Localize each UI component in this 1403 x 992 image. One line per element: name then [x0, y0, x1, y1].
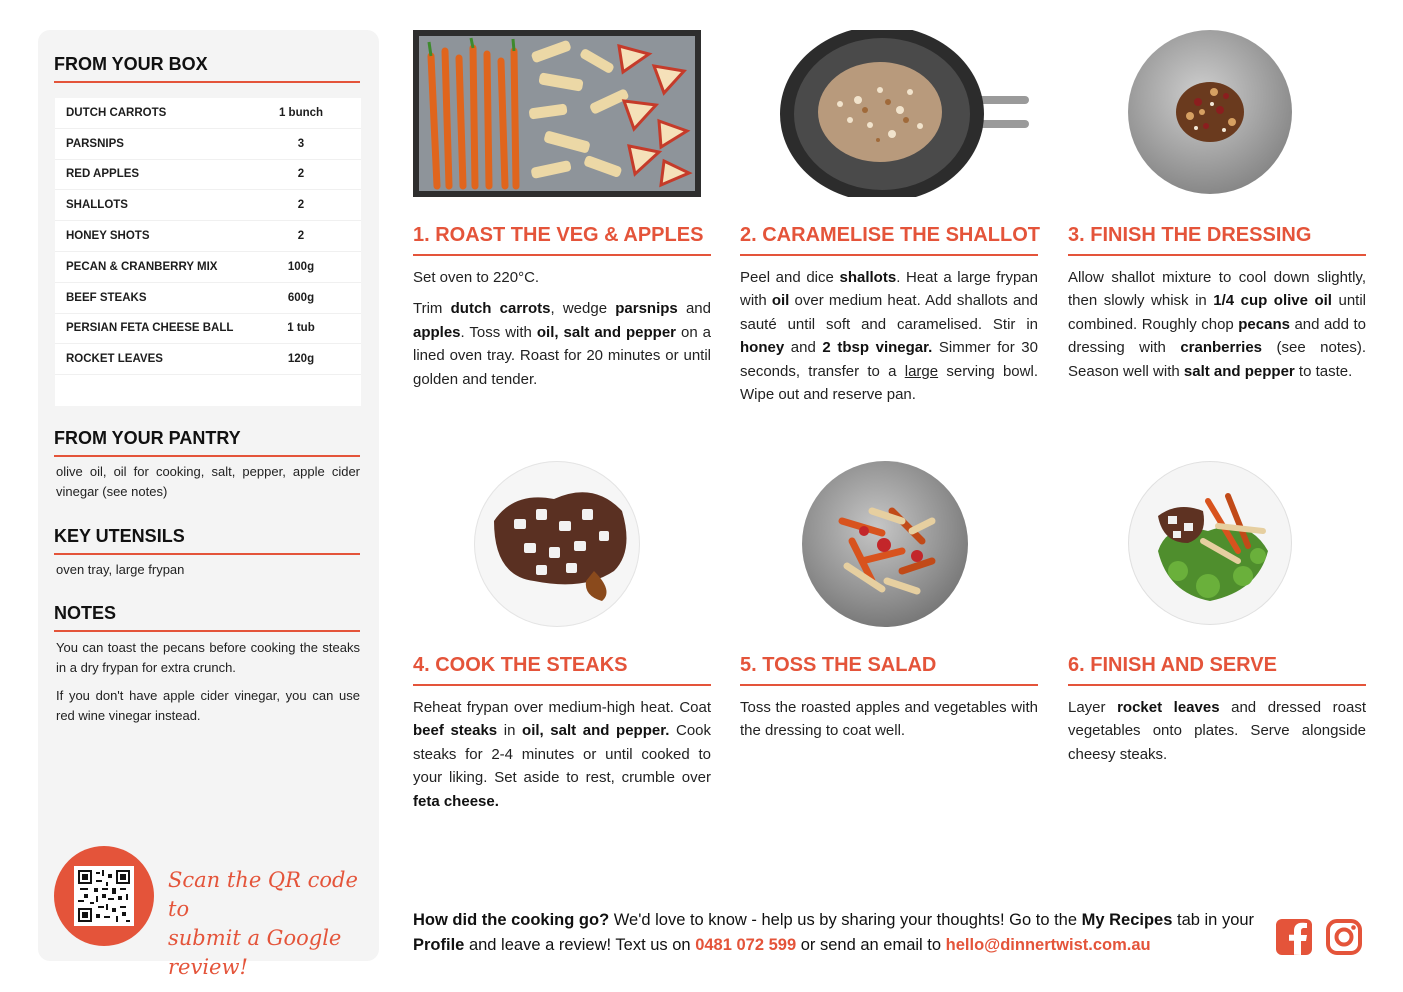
ingredient-row [55, 252, 361, 283]
footer-question: How did the cooking go? [413, 911, 610, 929]
note-1: You can toast the pecans before cooking the steaks in a dry frypan for extra crunch. [56, 640, 360, 675]
oven-tray [419, 36, 695, 191]
step-3-photo [1128, 30, 1292, 194]
step-6-heading: 6. FINISH AND SERVE [1068, 654, 1366, 686]
step-4-photo [474, 461, 640, 627]
step-4-heading: 4. COOK THE STEAKS [413, 654, 711, 686]
finished-plate-image [1128, 461, 1292, 625]
ingredient-row [55, 283, 361, 314]
step-2-instructions: Peel and dice shallots. Heat a large frypan with oil over medium heat. Add shallots and sauté until soft and caramelised. Stir in honey and 2 tbsp vinegar. Simmer for 30 seconds, transfer to a large serving bowl. Wipe out and reserve pan. [740, 269, 1038, 404]
step-5-instructions: Toss the roasted apples and vegetables with the dressing to coat well. [740, 699, 1038, 740]
from-your-box-heading: FROM YOUR BOX [54, 54, 360, 83]
ingredients-sidebar [38, 30, 379, 979]
step-2-heading: 2. CARAMELISE THE SHALLOT [740, 224, 1038, 256]
step-1-instructions: Trim dutch carrots, wedge parsnips and apples. Toss with oil, salt and pepper on a lined oven tray. Roast for 20 minutes or until golden and tender. [413, 300, 711, 388]
steaks-plate-image [474, 461, 640, 627]
ingredient-quantity: 3 [297, 137, 305, 150]
qr-prompt-line-2: submit a Google review! [168, 926, 342, 979]
ingredient-name: RED APPLES [66, 168, 140, 181]
key-utensils-heading: KEY UTENSILS [54, 526, 360, 555]
step-6-instructions: Layer rocket leaves and dressed roast vegetables onto plates. Serve alongside cheesy steaks. [1068, 699, 1366, 763]
ingredient-name: PARSNIPS [66, 137, 124, 150]
step-3-body [1068, 266, 1366, 391]
ingredients-table [55, 98, 361, 406]
email-link[interactable]: hello@dinnertwist.com.au [945, 936, 1151, 954]
step-2-photo [760, 30, 1032, 197]
ingredient-row [55, 160, 361, 191]
ingredient-name: ROCKET LEAVES [66, 353, 163, 366]
pantry-text: olive oil, oil for cooking, salt, pepper, apple cider vinegar (see notes) [56, 464, 360, 499]
step-5-body [740, 696, 1038, 751]
ingredient-quantity: 2 [297, 230, 305, 243]
notes-heading: NOTES [54, 603, 360, 632]
ingredient-name: SHALLOTS [66, 199, 128, 212]
review-footer: How did the cooking go? We'd love to know - help us by sharing your thoughts! Go to the My Recipes tab in your Profile and leave a review! Text us on 0481 072 599 or send an email to hello@dinnertwist.com.au [413, 911, 1255, 954]
step-1-intro: Set oven to 220°C. [413, 269, 540, 286]
ingredient-quantity: 600g [287, 291, 315, 304]
ingredient-row [55, 344, 361, 375]
step-3-heading: 3. FINISH THE DRESSING [1068, 224, 1366, 256]
qr-prompt-line-1: Scan the QR code to [168, 868, 358, 921]
instagram-icon[interactable] [1325, 918, 1363, 956]
qr-code-icon [78, 870, 130, 922]
roast-veg-image [419, 36, 695, 191]
ingredient-quantity: 2 [297, 199, 305, 212]
qr-code[interactable] [74, 866, 134, 926]
step-6-body [1068, 696, 1366, 774]
step-6-photo [1128, 461, 1292, 625]
ingredient-name: PERSIAN FETA CHEESE BALL [66, 322, 234, 335]
shallot-pan-image [760, 30, 1032, 197]
step-4-body [413, 696, 711, 821]
ingredient-quantity: 2 [297, 168, 305, 181]
step-1-body [413, 266, 711, 399]
ingredient-row [55, 190, 361, 221]
ingredient-quantity: 1 bunch [278, 106, 324, 119]
ingredient-row [55, 314, 361, 345]
profile-link[interactable]: Profile [413, 936, 465, 954]
salad-bowl-image [802, 461, 968, 627]
step-3-instructions: Allow shallot mixture to cool down slightly, then slowly whisk in 1/4 cup olive oil until combined. Roughly chop pecans and add to dressing with cranberries (see notes). Season well with salt and pepper to taste. [1068, 269, 1367, 380]
ingredient-quantity: 100g [287, 260, 315, 273]
utensils-text: oven tray, large frypan [56, 562, 185, 577]
qr-code-badge[interactable] [54, 846, 154, 946]
step-2-body [740, 266, 1038, 414]
ingredient-row [55, 98, 361, 129]
qr-prompt [168, 866, 368, 982]
ingredient-row [55, 129, 361, 160]
ingredient-name: HONEY SHOTS [66, 230, 150, 243]
from-your-pantry-heading: FROM YOUR PANTRY [54, 428, 360, 457]
ingredient-name: BEEF STEAKS [66, 291, 147, 304]
step-5-heading: 5. TOSS THE SALAD [740, 654, 1038, 686]
phone-link[interactable]: 0481 072 599 [695, 936, 797, 954]
ingredient-quantity: 120g [287, 353, 315, 366]
facebook-icon[interactable] [1275, 918, 1313, 956]
step-5-photo [802, 461, 968, 627]
step-1-photo [413, 30, 701, 197]
step-4-instructions: Reheat frypan over medium-high heat. Coat beef steaks in oil, salt and pepper. Cook steaks for 2-4 minutes or until cooked to your liking. Set aside to rest, crumble over feta cheese. [413, 699, 712, 810]
step-1-heading: 1. ROAST THE VEG & APPLES [413, 224, 711, 256]
dressing-bowl-image [1128, 30, 1292, 194]
ingredient-name: PECAN & CRANBERRY MIX [66, 260, 218, 273]
ingredient-name: DUTCH CARROTS [66, 106, 167, 119]
ingredient-row [55, 221, 361, 252]
my-recipes-link[interactable]: My Recipes [1081, 911, 1173, 929]
ingredient-quantity: 1 tub [287, 322, 315, 335]
note-2: If you don't have apple cider vinegar, you can use red wine vinegar instead. [56, 688, 360, 723]
